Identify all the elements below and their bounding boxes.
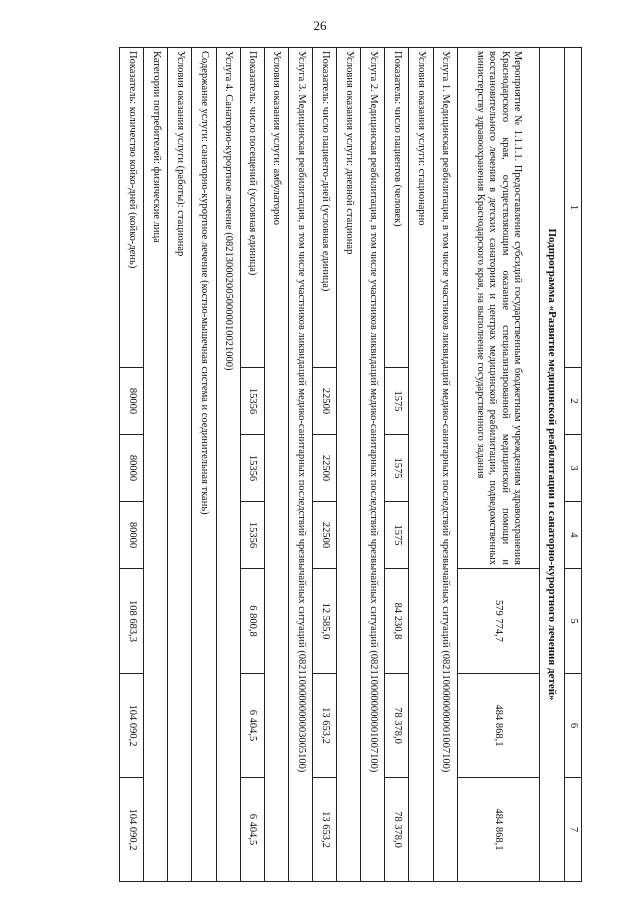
subprogram-title-row: [539, 48, 564, 882]
indicator-value-3: 1575: [385, 435, 409, 502]
indicator-value-4: 22500: [312, 502, 336, 569]
row-text: Условия оказания услуги: амбулаторно: [264, 48, 288, 882]
indicator-value-6: 13 653,2: [312, 674, 336, 778]
program-table: [119, 47, 582, 882]
row-indicator-1: [385, 48, 409, 882]
row-service-3: [288, 48, 312, 882]
row-text: Услуга 3. Медицинская реабилитация, в том числе участников ликвидаций медико-санитарных последствий чрезвычайных ситуаций (0821100000000003005100): [288, 48, 312, 882]
column-number-3: 3: [565, 435, 582, 502]
page-number: 26: [313, 18, 327, 33]
measure-value-7: 484 868,1: [457, 778, 539, 882]
subprogram-title: Подпрограмма «Развитие медицинской реабилитации и санаторно-курортного лечения детей»: [539, 48, 564, 882]
indicator-value-7: 13 653,2: [312, 778, 336, 882]
indicator-value-2: 1575: [385, 368, 409, 435]
row-text: Услуга 2. Медицинская реабилитация, в том числе участников ликвидаций медико-санитарных последствий чрезвычайных ситуаций (0821100000000001007100): [361, 48, 385, 882]
indicator-value-2: 22500: [312, 368, 336, 435]
indicator-label: Показатель: число пациентов (человек): [385, 48, 409, 368]
measure-value-6: 484 868,1: [457, 674, 539, 778]
row-text: Категории потребителей: физические лица: [144, 48, 168, 882]
indicator-value-4: 1575: [385, 502, 409, 569]
indicator-label: Показатель: число пациенто-дней (условная единица): [312, 48, 336, 368]
row-service-4: [216, 48, 240, 882]
row-text: Услуга 4. Санаторно-курортное лечение (0821300020050000010021000): [216, 48, 240, 882]
indicator-value-3: 22500: [312, 435, 336, 502]
column-number-6: 6: [565, 674, 582, 778]
row-indicator-4: [120, 48, 144, 882]
indicator-label: Показатель: число посещений (условная единица): [240, 48, 264, 368]
indicator-label: Показатель: количество койко-дней (койко-день): [120, 48, 144, 368]
row-conditions-1: [409, 48, 433, 882]
column-number-5: 5: [565, 569, 582, 674]
column-number-2: 2: [565, 368, 582, 435]
indicator-value-6: 78 378,0: [385, 674, 409, 778]
indicator-value-6: 104 090,2: [120, 674, 144, 778]
row-service-1: [433, 48, 457, 882]
row-service-2: [361, 48, 385, 882]
row-indicator-2: [312, 48, 336, 882]
row-consumers-4: [144, 48, 168, 882]
indicator-value-3: 80000: [120, 435, 144, 502]
indicator-value-7: 78 378,0: [385, 778, 409, 882]
indicator-value-2: 15356: [240, 368, 264, 435]
indicator-value-7: 6 404,5: [240, 778, 264, 882]
measure-value-5: 579 774,7: [457, 569, 539, 674]
column-number-4: 4: [565, 502, 582, 569]
indicator-value-5: 6 800,8: [240, 569, 264, 674]
row-text: Условия оказания услуги: стационарно: [409, 48, 433, 882]
row-text: Услуга 1. Медицинская реабилитация, в том числе участников ликвидаций медико-санитарных последствий чрезвычайных ситуаций (0821100000000001007100): [433, 48, 457, 882]
row-conditions-2: [337, 48, 361, 882]
row-conditions-3: [264, 48, 288, 882]
row-text: Условия оказания услуги (работы): стационар: [168, 48, 192, 882]
row-text: Условия оказания услуги: дневной стационар: [337, 48, 361, 882]
column-number-row: [565, 48, 582, 882]
indicator-value-3: 15356: [240, 435, 264, 502]
measure-description: Мероприятие № 1.1.1.1. Предоставление субсидий государственным бюджетным учреждениям здравоохранения Краснодарского края, осуществляющим оказание специализированной медицинской помощи и восстановительного лечения в детских санаториях и центрах медицинской реабилитации, подведомственных министерству здравоохранения Краснодарского края, на выполнение государственного задания: [457, 48, 539, 569]
indicator-value-7: 104 090,2: [120, 778, 144, 882]
row-indicator-3: [240, 48, 264, 882]
measure-row: [457, 48, 539, 882]
indicator-value-5: 84 230,8: [385, 569, 409, 674]
row-text: Содержание услуги: санаторно-курортное лечение (костно-мышечная система и соединительная ткань): [192, 48, 216, 882]
row-conditions-4: [168, 48, 192, 882]
column-number-1: 1: [565, 48, 582, 368]
indicator-value-4: 15356: [240, 502, 264, 569]
indicator-value-5: 108 683,3: [120, 569, 144, 674]
indicator-value-6: 6 404,5: [240, 674, 264, 778]
indicator-value-5: 12 585,0: [312, 569, 336, 674]
indicator-value-4: 80000: [120, 502, 144, 569]
column-number-7: 7: [565, 778, 582, 882]
indicator-value-2: 80000: [120, 368, 144, 435]
row-content-4: [192, 48, 216, 882]
table-body: [120, 48, 582, 882]
rotated-page-content: [119, 47, 582, 881]
